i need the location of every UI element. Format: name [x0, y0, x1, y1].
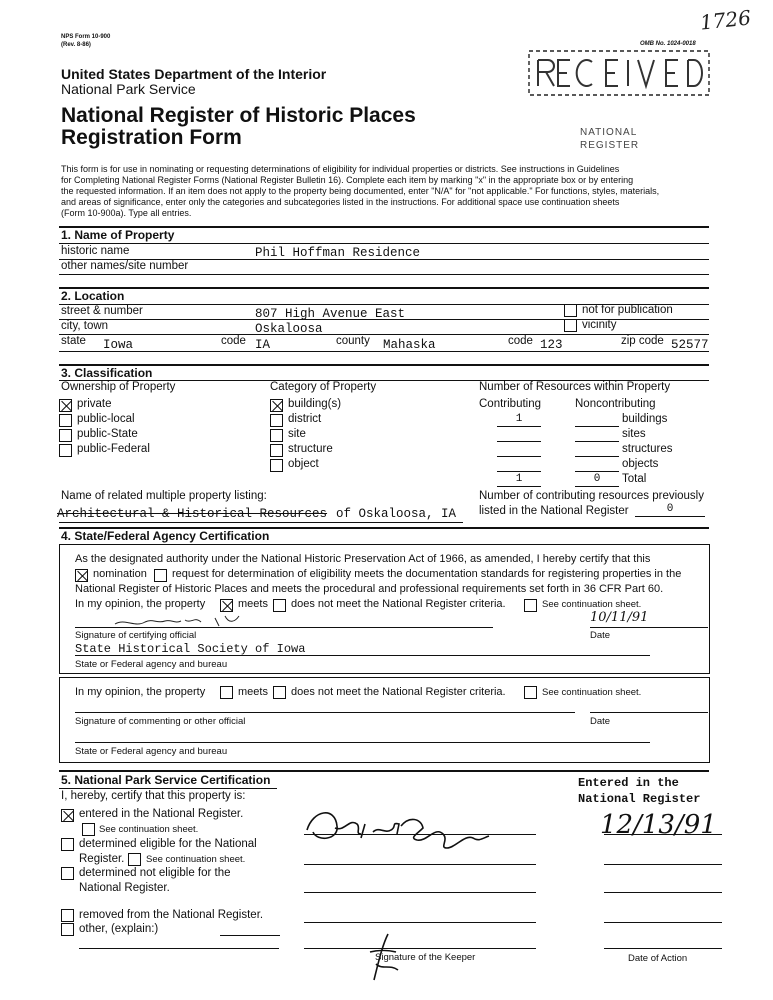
intro-line: This form is for use in nominating or requesting determinations of eligibility for individual properties or districts. See instructions in Guidelines	[61, 164, 620, 174]
continuation-sheet-checkbox[interactable]	[524, 686, 537, 699]
contributing-count[interactable]	[497, 471, 541, 472]
rule	[59, 522, 463, 523]
section-divider	[59, 364, 709, 366]
previously-listed-label: listed in the National Register	[479, 505, 629, 517]
eligible-continuation-checkbox[interactable]	[128, 853, 141, 866]
street-value[interactable]: 807 High Avenue East	[255, 307, 406, 321]
ownership-heading: Ownership of Property	[61, 381, 176, 393]
date-line	[604, 922, 722, 923]
agency-value[interactable]: State Historical Society of Iowa	[75, 642, 306, 656]
handwritten-corner-note: 1726	[698, 5, 753, 35]
determined-eligible-checkbox[interactable]	[61, 838, 74, 851]
noncontributing-heading: Noncontributing	[575, 398, 656, 410]
historic-name-label: historic name	[61, 245, 130, 257]
entered-date-value: 12/13/91	[600, 810, 717, 840]
other-checkbox[interactable]	[61, 923, 74, 936]
meets-checkbox[interactable]	[220, 686, 233, 699]
county-code-label: code	[508, 335, 533, 347]
entered-label: entered in the National Register.	[79, 808, 244, 820]
entered-continuation-checkbox[interactable]	[82, 823, 95, 836]
determined-eligible-label: Register.	[79, 853, 125, 865]
removed-label: removed from the National Register.	[79, 909, 264, 921]
county-code-value[interactable]: 123	[540, 338, 563, 352]
previously-listed-label: Number of contributing resources previously	[479, 490, 704, 502]
city-value[interactable]: Oskaloosa	[255, 322, 323, 336]
signature-line	[75, 627, 493, 628]
nomination-label: nomination	[93, 568, 147, 580]
zip-label: zip code	[621, 335, 664, 347]
historic-name-value[interactable]: Phil Hoffman Residence	[255, 246, 421, 260]
resource-row-label: buildings	[622, 413, 668, 425]
date-line	[604, 892, 722, 893]
certification-text: As the designated authority under the National Historic Preservation Act of 1966, as amended, I hereby certify that this	[75, 553, 651, 565]
stamp-register: REGISTER	[580, 140, 640, 151]
category-option-label: site	[288, 428, 306, 440]
request-checkbox[interactable]	[154, 569, 167, 582]
noncontributing-total-value: 0	[593, 473, 601, 485]
keeper-signature-label: Signature of the Keeper	[375, 952, 476, 963]
signature-line	[304, 834, 536, 835]
service-name: National Park Service	[61, 81, 196, 97]
category-site-checkbox[interactable]	[270, 429, 283, 442]
category-option-label: building(s)	[288, 398, 342, 410]
certification-date-value: 10/11/91	[590, 610, 649, 625]
multiple-property-value[interactable]: of Oskaloosa, IA	[336, 507, 457, 521]
category-option-label: structure	[288, 443, 333, 455]
omb-number: OMB No. 1024-0018	[640, 41, 696, 47]
ownership-private-checkbox[interactable]	[59, 399, 72, 412]
date-label: Date	[590, 716, 611, 727]
meets-label: meets	[238, 598, 268, 610]
opinion-label: In my opinion, the property	[75, 598, 206, 610]
county-value[interactable]: Mahaska	[383, 338, 436, 352]
nomination-checkbox[interactable]	[75, 569, 88, 582]
noncontributing-count[interactable]	[575, 441, 619, 442]
removed-checkbox[interactable]	[61, 909, 74, 922]
form-revision: (Rev. 8-86)	[61, 42, 91, 48]
section-3-title: 3. Classification	[61, 366, 153, 380]
ownership-option-label: public-State	[77, 428, 138, 440]
county-label: county	[336, 335, 370, 347]
continuation-sheet-label: See continuation sheet.	[146, 854, 246, 865]
rule	[59, 274, 709, 275]
intro-line: (Form 10-900a). Type all entries.	[61, 208, 192, 218]
meets-label: meets	[238, 686, 268, 698]
continuation-sheet-label: See continuation sheet.	[99, 824, 199, 835]
intro-line: and areas of significance, enter only the categories and subcategories listed in the instructions. For additional space use continuation sheets	[61, 197, 620, 207]
intro-line: for Completing National Register Forms (National Register Bulletin 16). Complete each item by marking "x" in the appropriate box or by entering	[61, 175, 634, 185]
resource-row-label: objects	[622, 458, 659, 470]
zip-value[interactable]: 52577	[671, 338, 709, 352]
category-option-label: district	[288, 413, 322, 425]
determined-eligible-label: determined eligible for the National	[79, 838, 257, 850]
resources-heading: Number of Resources within Property	[479, 381, 671, 393]
signature-line	[75, 712, 575, 713]
noncontributing-count[interactable]	[575, 471, 619, 472]
signature-line	[304, 892, 536, 893]
multiple-property-label: Name of related multiple property listing:	[61, 490, 267, 502]
ownership-public-local-checkbox[interactable]	[59, 414, 72, 427]
determined-not-eligible-checkbox[interactable]	[61, 867, 74, 880]
noncontributing-count[interactable]	[575, 426, 619, 427]
signature-line	[304, 922, 536, 923]
date-line	[590, 627, 708, 628]
section-2-title: 2. Location	[61, 289, 125, 303]
form-number: NPS Form 10-900	[61, 34, 111, 40]
ownership-option-label: public-Federal	[77, 443, 150, 455]
received-stamp	[526, 48, 712, 98]
request-label: request for determination of eligibility meets the documentation standards for registering properties in the	[172, 568, 682, 580]
agency-line	[75, 655, 650, 656]
date-line	[590, 712, 708, 713]
section-divider	[59, 770, 709, 772]
date-label: Date	[590, 630, 611, 641]
multiple-property-struck: Architectural & Historical Resources	[57, 507, 328, 521]
contributing-count[interactable]	[497, 413, 541, 439]
category-building-checkbox[interactable]	[270, 399, 283, 412]
ownership-option-label: private	[77, 398, 112, 410]
agency-label: State or Federal agency and bureau	[75, 659, 228, 670]
entered-stamp-line2: National Register	[578, 792, 701, 806]
category-heading: Category of Property	[270, 381, 377, 393]
section-1-title: 1. Name of Property	[61, 228, 175, 242]
determined-not-eligible-label: determined not eligible for the	[79, 867, 231, 879]
state-code-label: code	[221, 335, 246, 347]
agency-line	[75, 742, 650, 743]
other-line	[79, 948, 279, 949]
date-line	[604, 948, 722, 949]
continuation-sheet-label: See continuation sheet.	[542, 599, 642, 610]
entered-checkbox[interactable]	[61, 809, 74, 822]
city-label: city, town	[61, 320, 109, 332]
category-option-label: object	[288, 458, 319, 470]
previously-listed-count-value: 0	[666, 503, 674, 515]
department-name: United States Department of the Interior	[61, 66, 327, 82]
vicinity-checkbox[interactable]	[564, 319, 577, 332]
certification-text: National Register of Historic Places and meets the procedural and professional requirements set forth in 36 CFR Part 60.	[75, 583, 664, 595]
contributing-heading: Contributing	[479, 398, 542, 410]
resource-row-label: structures	[622, 443, 673, 455]
determined-not-eligible-label: National Register.	[79, 882, 170, 894]
street-label: street & number	[61, 305, 143, 317]
ownership-option-label: public-local	[77, 413, 135, 425]
intro-line: the requested information. If an item does not apply to the property being documented, enter "N/A" for "not applicable." For functions, styles, materials,	[61, 186, 660, 196]
certifying-official-label: Signature of certifying official	[75, 630, 197, 641]
certifying-official-signature	[75, 606, 675, 632]
stamp-national: NATIONAL	[580, 127, 638, 138]
received-stamp-frame	[526, 48, 712, 98]
rule	[59, 788, 277, 789]
form-title-line1: National Register of Historic Places	[61, 104, 416, 127]
noncontributing-count[interactable]	[575, 456, 619, 457]
not-for-publication-label: not for publication	[582, 304, 673, 316]
contributing-total-value: 1	[515, 473, 523, 485]
continuation-sheet-label: See continuation sheet.	[542, 687, 642, 698]
contributing-count[interactable]	[497, 441, 541, 442]
date-of-action-label: Date of Action	[628, 953, 688, 964]
state-code-value[interactable]: IA	[255, 338, 271, 352]
other-names-label: other names/site number	[61, 260, 189, 272]
agency-label: State or Federal agency and bureau	[75, 746, 228, 757]
date-line	[604, 834, 722, 835]
other-label: other, (explain:)	[79, 923, 159, 935]
ownership-public-state-checkbox[interactable]	[59, 429, 72, 442]
rule	[59, 243, 709, 244]
not-for-publication-checkbox[interactable]	[564, 304, 577, 317]
rule	[59, 351, 709, 352]
keeper-signature	[295, 800, 555, 850]
state-value[interactable]: Iowa	[103, 338, 134, 352]
ownership-public-federal-checkbox[interactable]	[59, 444, 72, 457]
category-object-checkbox[interactable]	[270, 459, 283, 472]
commenting-official-label: Signature of commenting or other official	[75, 716, 246, 727]
contributing-count-value: 1	[515, 413, 523, 425]
section-5-title: 5. National Park Service Certification	[61, 773, 271, 787]
contributing-count[interactable]	[497, 456, 541, 457]
certify-label: I, hereby, certify that this property is:	[61, 790, 246, 802]
does-not-meet-label: does not meet the National Register criteria.	[291, 686, 506, 698]
does-not-meet-label: does not meet the National Register criteria.	[291, 598, 506, 610]
rule	[59, 334, 709, 335]
date-line	[604, 864, 722, 865]
opinion-label: In my opinion, the property	[75, 686, 206, 698]
category-structure-checkbox[interactable]	[270, 444, 283, 457]
entered-stamp-line1: Entered in the	[578, 776, 679, 790]
form-title-line2: Registration Form	[61, 126, 242, 149]
section-4-title: 4. State/Federal Agency Certification	[61, 529, 270, 543]
category-district-checkbox[interactable]	[270, 414, 283, 427]
section-divider	[59, 287, 709, 289]
signature-line	[304, 948, 536, 949]
vicinity-label: vicinity	[582, 319, 617, 331]
does-not-meet-checkbox[interactable]	[273, 686, 286, 699]
resource-total-label: Total	[622, 473, 647, 485]
signature-line	[304, 864, 536, 865]
state-label: state	[61, 335, 86, 347]
resource-row-label: sites	[622, 428, 646, 440]
other-line	[220, 935, 280, 936]
